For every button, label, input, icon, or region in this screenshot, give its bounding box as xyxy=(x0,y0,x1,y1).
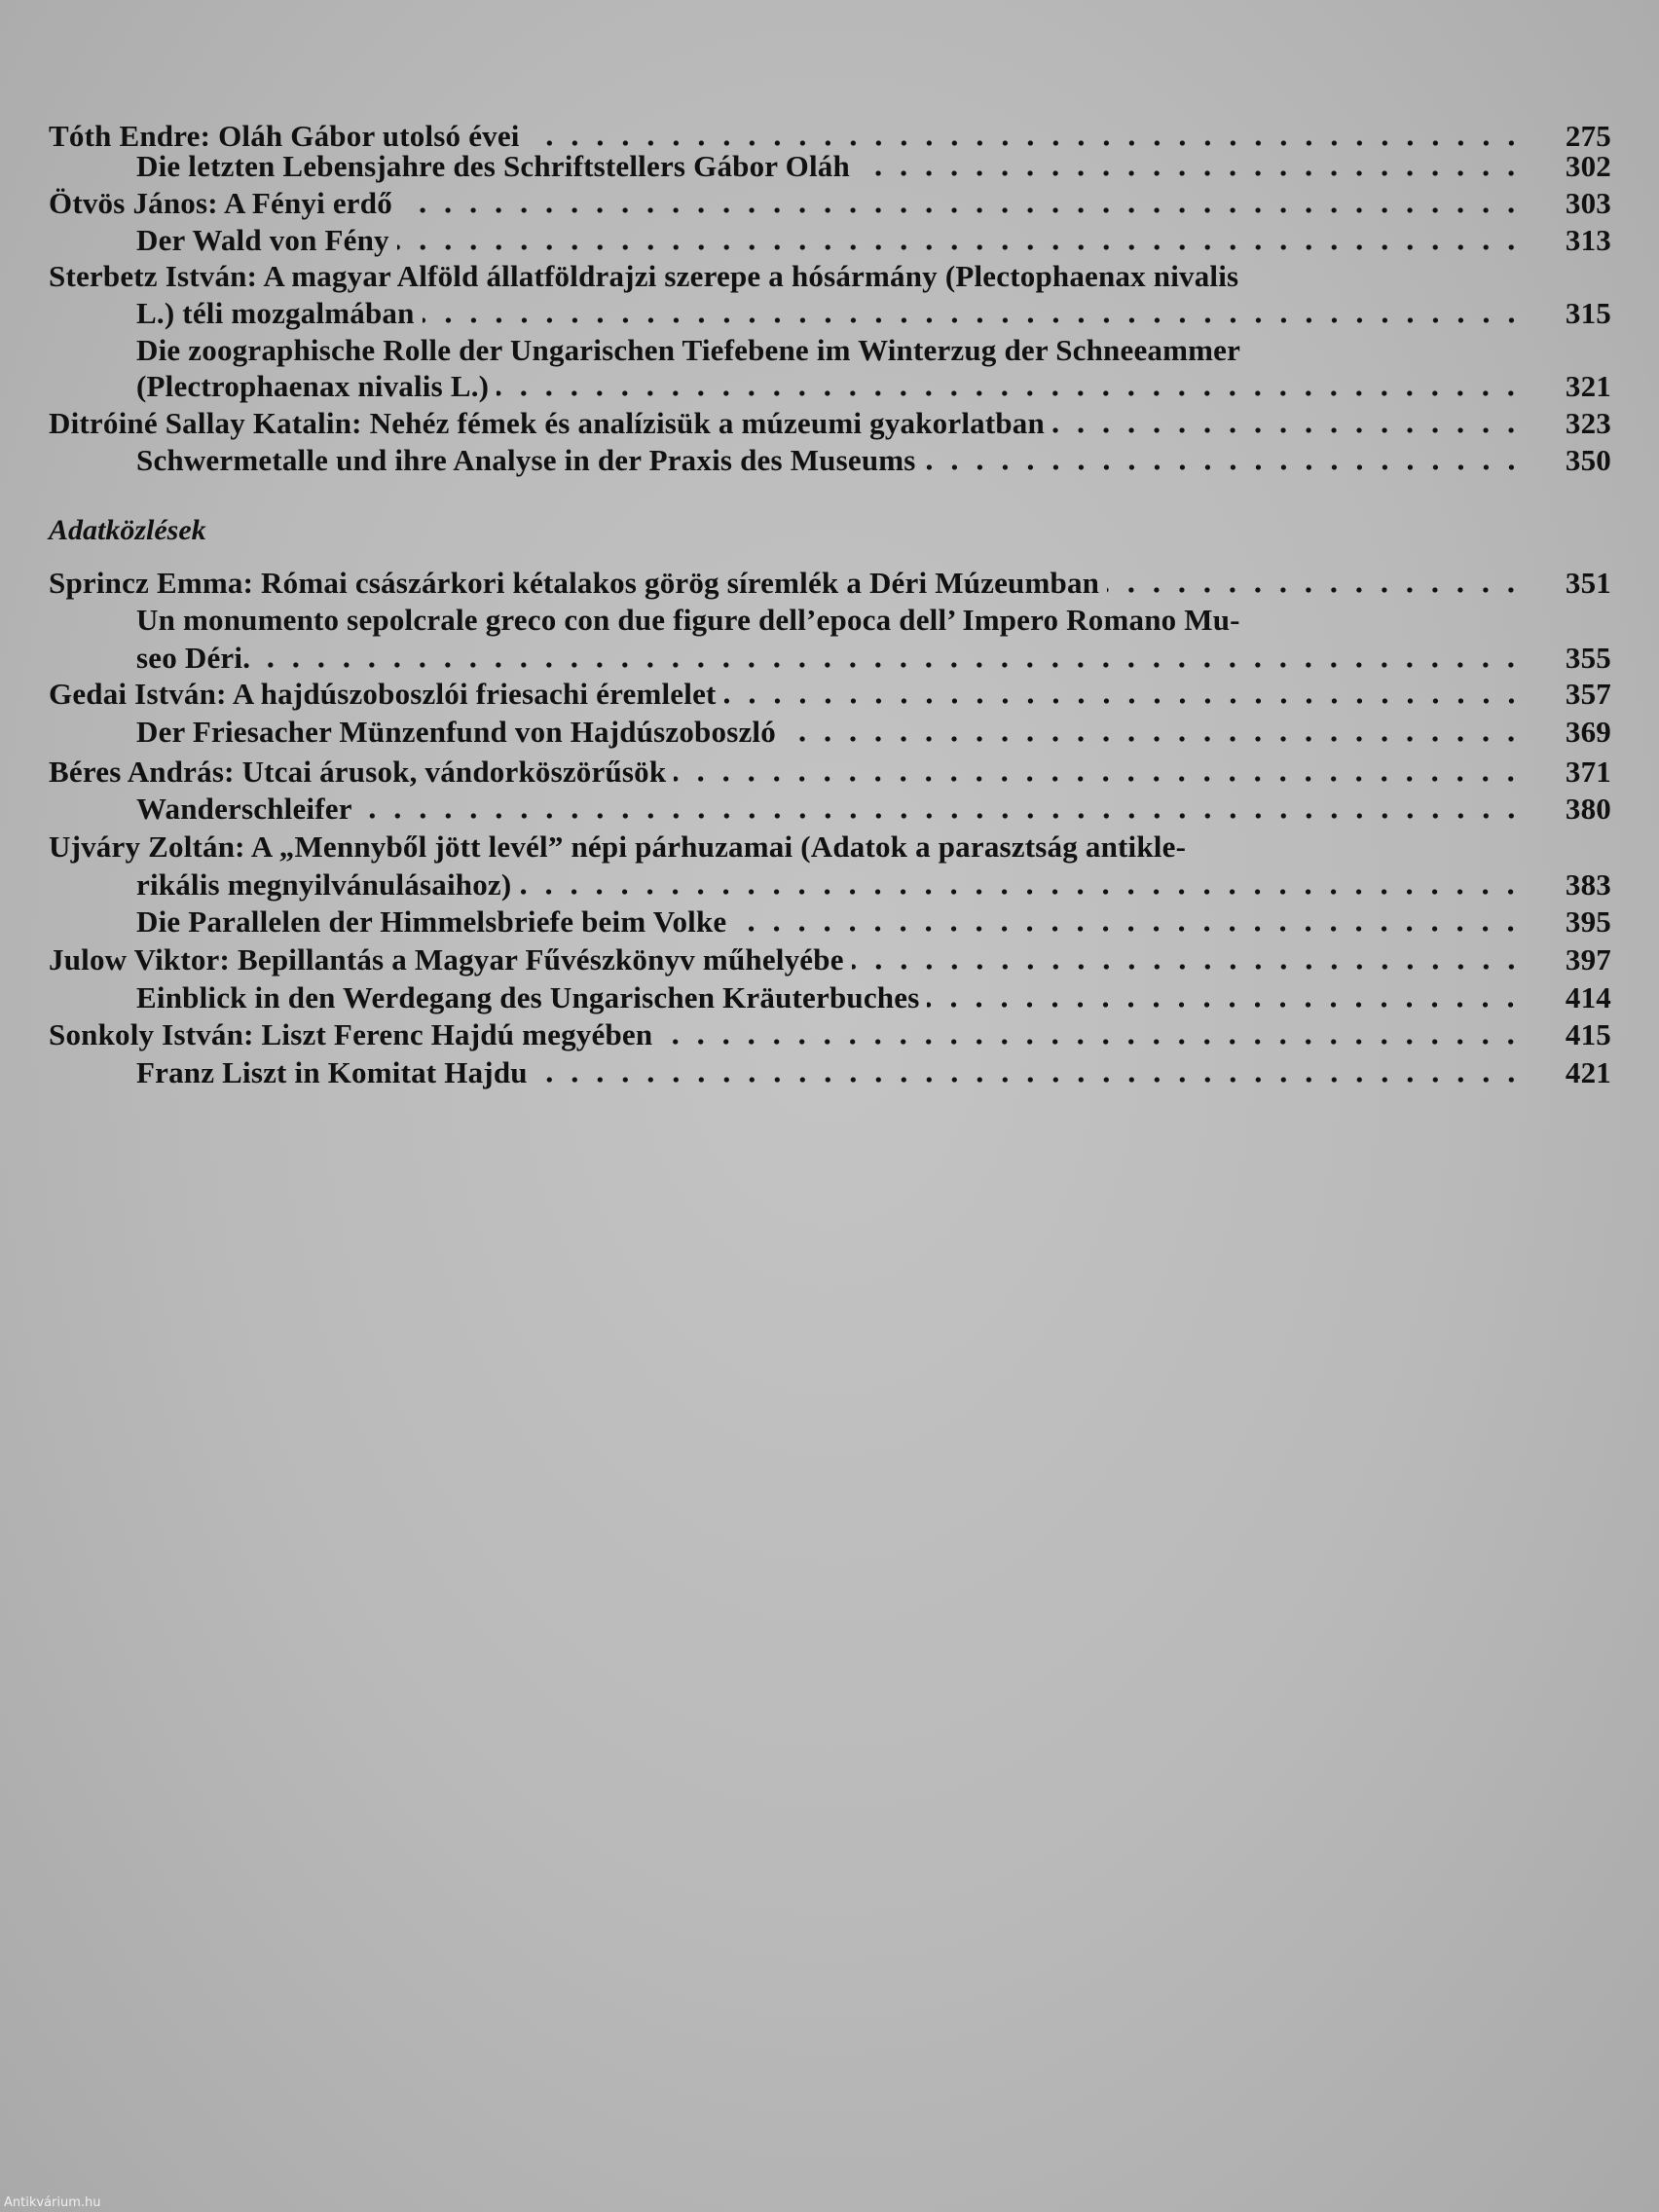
toc-entry-page: 303 xyxy=(1565,186,1611,220)
toc-entry-page: 275 xyxy=(1565,119,1611,153)
dot-leader xyxy=(674,775,1524,783)
toc-entry-page: 371 xyxy=(1565,755,1611,789)
toc-entry-page: 321 xyxy=(1565,369,1611,403)
toc-entry-title: Béres András: Utcai árusok, vándorköszörűsök xyxy=(49,755,667,789)
dot-leader xyxy=(519,888,1524,896)
toc-entry-title: Einblick in den Werdegang des Ungarischen Kräuterbuches xyxy=(136,980,920,1014)
toc-entry xyxy=(136,867,1611,904)
toc-entry xyxy=(49,830,1611,866)
dot-leader xyxy=(360,812,1524,820)
toc-entry xyxy=(49,259,1611,296)
dot-leader xyxy=(1052,426,1524,434)
dot-leader xyxy=(423,316,1524,324)
toc-entry-title: Der Friesacher Münzenfund von Hajdúszoboszló xyxy=(136,715,776,749)
toc-entry xyxy=(49,942,1611,979)
toc-entry-title: Schwermetalle und ihre Analyse in der Praxis des Museums xyxy=(136,443,916,477)
toc-entry-page: 355 xyxy=(1565,641,1611,675)
dot-leader xyxy=(924,463,1524,471)
toc-entry-page: 302 xyxy=(1565,149,1611,183)
toc-entry xyxy=(136,296,1611,333)
dot-leader xyxy=(852,963,1524,971)
dot-leader xyxy=(660,1038,1524,1046)
toc-entry-page: 315 xyxy=(1565,296,1611,330)
dot-leader xyxy=(1246,279,1524,287)
toc-entry-title: Ditróiné Sallay Katalin: Nehéz fémek és analízisük a múzeumi gyakorlatban xyxy=(49,406,1045,440)
toc-entry-page: 395 xyxy=(1565,904,1611,939)
toc-entry-page: 357 xyxy=(1565,677,1611,711)
dot-leader xyxy=(1248,623,1524,631)
toc-entry-page: 380 xyxy=(1565,792,1611,826)
toc-entry-title: Die letzten Lebensjahre des Schriftstellers Gábor Oláh xyxy=(136,149,850,183)
toc-entry xyxy=(136,149,1611,186)
toc-entry xyxy=(136,603,1611,640)
toc-entry-title: Der Wald von Fény xyxy=(136,223,389,257)
dot-leader xyxy=(497,389,1524,397)
toc-entry xyxy=(136,792,1611,829)
toc-entry-title: Sonkoly István: Liszt Ferenc Hajdú megyében xyxy=(49,1017,653,1051)
toc-entry xyxy=(136,1055,1611,1092)
toc-entry-page: 369 xyxy=(1565,715,1611,749)
toc-entry xyxy=(136,223,1611,260)
toc-entry-title: Sprincz Emma: Római császárkori kétalakos görög síremlék a Déri Múzeumban xyxy=(49,566,1100,600)
toc-entry-title: Gedai István: A hajdúszoboszlói friesachi éremlelet xyxy=(49,677,717,711)
toc-entry-page: 351 xyxy=(1565,566,1611,600)
toc-entry xyxy=(136,641,1611,678)
toc-entry xyxy=(49,406,1611,443)
toc-entry-title: Die Parallelen der Himmelsbriefe beim Volke xyxy=(136,904,727,939)
dot-leader xyxy=(1107,586,1524,594)
dot-leader xyxy=(784,735,1524,743)
dot-leader xyxy=(1248,353,1524,361)
dot-leader xyxy=(858,169,1524,177)
toc-entry xyxy=(49,186,1611,223)
toc-entry-title: Die zoographische Rolle der Ungarischen Tiefebene im Winterzug der Schneeammer xyxy=(136,333,1241,367)
toc-entry-title: Un monumento sepolcrale greco con due figure dell’epoca dell’ Impero Romano Mu- xyxy=(136,603,1240,637)
toc-entry-page: 415 xyxy=(1565,1017,1611,1051)
dot-leader xyxy=(927,1001,1524,1009)
toc-entry-title: (Plectrophaenax nivalis L.) xyxy=(136,369,490,403)
toc-entry xyxy=(136,369,1611,406)
toc-entry xyxy=(49,755,1611,792)
toc-entry-title: Sterbetz István: A magyar Alföld állatföldrajzi szerepe a hósármány (Plectophaenax nivalis xyxy=(49,259,1239,293)
dot-leader xyxy=(724,697,1524,705)
toc-entry-page: 313 xyxy=(1565,223,1611,257)
toc-entry-title: rikális megnyilvánulásaihoz) xyxy=(136,867,512,902)
toc-entry-title: Julow Viktor: Bepillantás a Magyar Fűvészkönyv műhelyébe xyxy=(49,942,844,977)
toc-entry xyxy=(136,715,1611,752)
toc-entry xyxy=(136,443,1611,480)
toc-entry-page: 323 xyxy=(1565,406,1611,440)
toc-entry-page: 414 xyxy=(1565,980,1611,1014)
watermark: Antikvárium.hu xyxy=(4,2195,101,2210)
dot-leader xyxy=(1194,850,1524,858)
toc-entry-page: 350 xyxy=(1565,443,1611,477)
toc-entry xyxy=(49,677,1611,714)
toc-entry-title: Wanderschleifer xyxy=(136,792,352,826)
toc-entry xyxy=(136,904,1611,941)
dot-leader xyxy=(397,243,1524,251)
toc-entry xyxy=(136,333,1611,370)
dot-leader xyxy=(535,1076,1524,1084)
toc-entry-page: 397 xyxy=(1565,942,1611,977)
dot-leader xyxy=(258,661,1524,669)
toc-entry xyxy=(49,566,1611,603)
section-heading: Adatközlések xyxy=(49,514,206,546)
toc-entry-title: Ujváry Zoltán: A „Mennyből jött levél” népi párhuzamai (Adatok a parasztság antikle- xyxy=(49,830,1187,864)
toc-entry-title: Tóth Endre: Oláh Gábor utolsó évei xyxy=(49,119,520,153)
toc-entry xyxy=(49,1017,1611,1054)
dot-leader xyxy=(400,206,1524,214)
dot-leader xyxy=(734,925,1524,933)
toc-entry xyxy=(136,980,1611,1017)
toc-entry-page: 383 xyxy=(1565,867,1611,902)
toc-entry-page: 421 xyxy=(1565,1055,1611,1089)
toc-entry-title: L.) téli mozgalmában xyxy=(136,296,415,330)
toc-entry-title: Ötvös János: A Fényi erdő xyxy=(49,186,392,220)
dot-leader xyxy=(528,139,1524,147)
toc-entry-title: seo Déri. xyxy=(136,641,251,675)
toc-entry-title: Franz Liszt in Komitat Hajdu xyxy=(136,1055,528,1089)
